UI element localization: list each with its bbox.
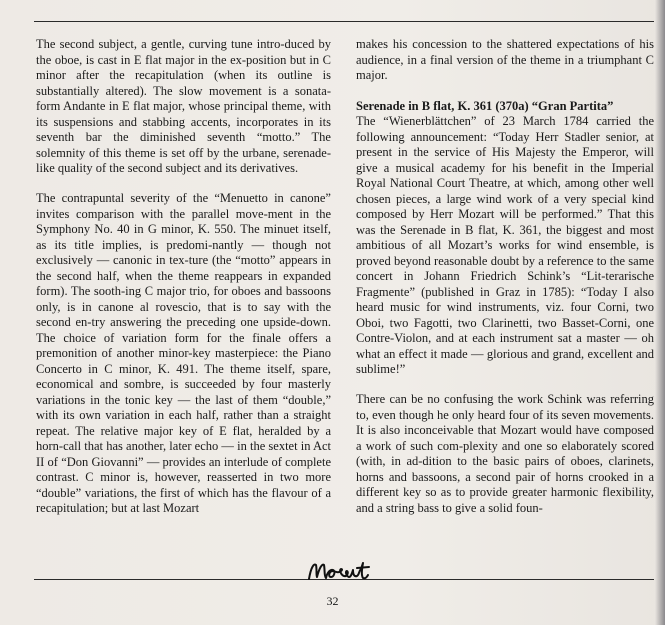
mozart-signature-logo [305, 557, 375, 587]
paragraph-concession: makes his concession to the shattered expectations of his audience, in a final version of the theme in a triumphant C major. [356, 37, 654, 82]
paragraph-menuetto: The contrapuntal severity of the “Menuetto in canone” invites comparison with the parallel move-ment in the Symphony No. 40 in G minor, K. 550. The minuet itself, as its title implies, is predomi-nantly — though not exclusively — canonic in tex-ture (the “motto” appears in the second half, when the theme reappears in expanded form). The sooth-ing C major trio, for oboes and bassoons only, is in canone al rovescio, that is to say with the second en-try answering the preceding one upside-down. The choice of variation form for the finale offers a premonition of another minor-key masterpiece: the Piano Concerto in C minor, K. 491. The theme itself, spare, economical and sombre, is succeeded by four masterly variations in the tonic key — the last of them “double,” with its own variation in each half, rather than a straight repeat. The relative major key of E flat, heralded by a horn-call that has another, later echo — in the sextet in Act II of “Don Giovanni” — provides an interlude of complete contrast. C minor is, however, reasserted in two more “double” variations, the first of which has the flavour of a recapitulation; but at last Mozart [36, 191, 331, 515]
paragraph-schink: There can be no confusing the work Schink was referring to, even though he only heard four of its seven movements. It is also inconceivable that Mozart would have composed a work of such com-plexity and one so elaborately scored (with, in ad-dition to the basic pairs of oboes, clarinets, horns and bassoons, a second pair of horns crooked in a different key so as to provide greater harmonic flexibility, and a string bass to give a solid foun- [356, 392, 654, 515]
page-number: 32 [326, 594, 339, 608]
right-column [356, 37, 654, 516]
paragraph-wienerblattchen: The “Wienerblättchen” of 23 March 1784 carried the following announcement: “Today Herr Stadler senior, at present in the service of His Majesty the Emperor, will give a musical academy for his benefit in the Imperial Royal National Court Theatre, at which, among other well chosen pieces, a large wind work of a very special kind composed by Herr Mozart will be performed.” That this was the Serenade in B flat, K. 361, the biggest and most ambitious of all Mozart’s works for wind ensemble, is proved beyond reasonable doubt by a reference to the same concert in Johann Friedrich Schink’s “Lit-terarische Fragmente” (published in Graz in 1785): “Today I also heard music for wind instruments, viz. four Corni, two Oboi, two Fagotti, two Clarinetti, two Basset-Corni, one Contre-Violon, and at each instrument sat a master — oh what an effect it made — glorious and grand, excellent and sublime!” [356, 114, 654, 376]
top-rule [34, 21, 654, 22]
section-heading-serenade: Serenade in B flat, K. 361 (370a) “Gran Partita” [356, 98, 614, 113]
paragraph-second-subject: The second subject, a gentle, curving tune intro-duced by the oboe, is cast in E flat major in the ex-position but in C minor after the recapitulation (when its outline is substantially altered). The slow movement is a sonata-form Andante in E flat major, whose principal theme, with its suspensions and stabbing accents, incorporates in its seventh bar the diminished seventh “motto.” The solemnity of this theme is set off by the urbane, serenade-like quality of the second subject and its derivatives. [36, 37, 331, 175]
left-column [36, 37, 331, 517]
page-edge-shadow [655, 0, 665, 625]
